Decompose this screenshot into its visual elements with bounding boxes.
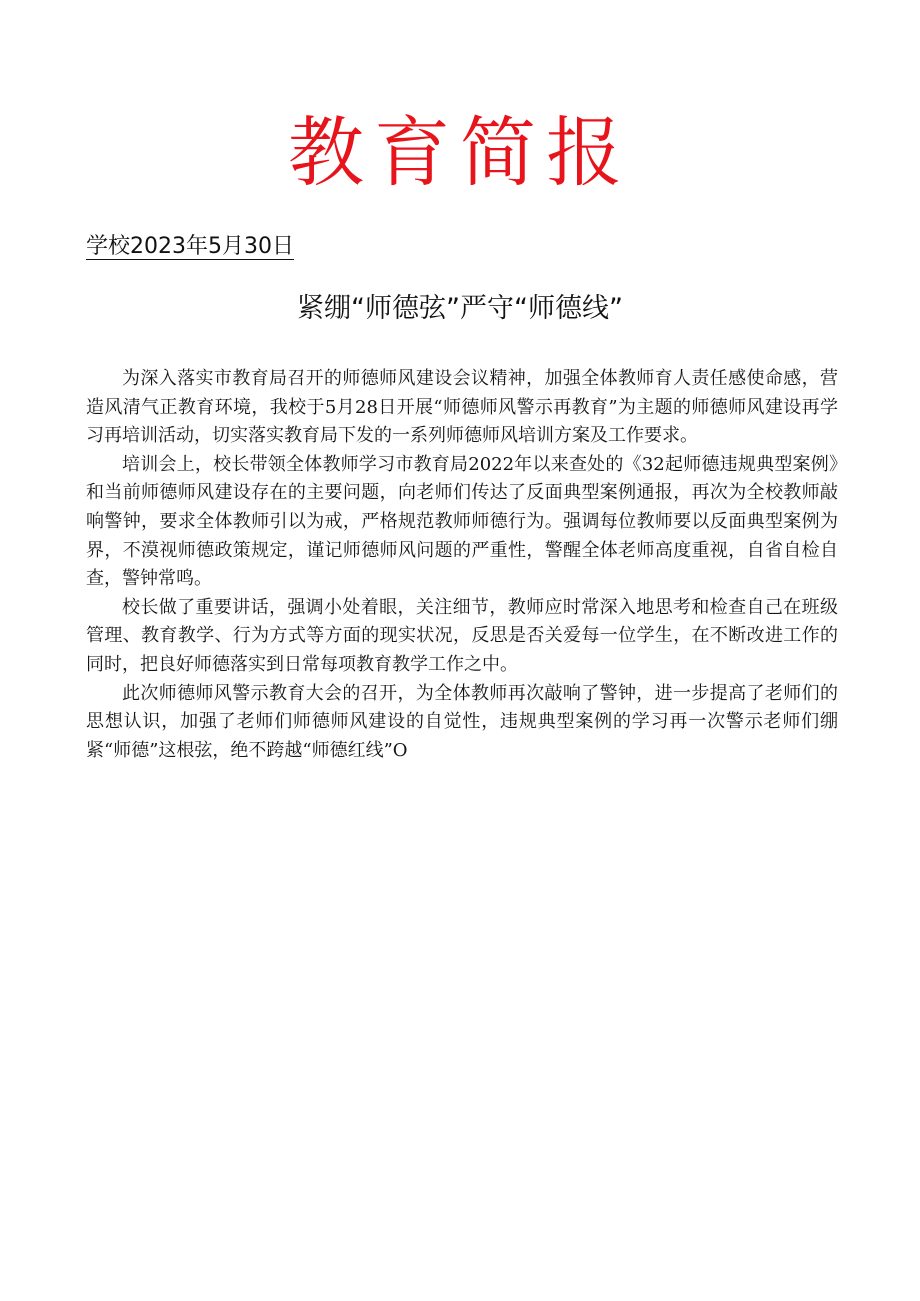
paragraph-3: 校长做了重要讲话，强调小处着眼，关注细节，教师应时常深入地思考和检查自己在班级管理、教育教学、行为方式等方面的现实状况，反思是否关爱每一位学生，在不断改进工作的同时，把良好师德落实到日常每项教育教学工作之中。 <box>86 596 838 675</box>
paragraph-2: 培训会上，校长带领全体教师学习市教育局2022年以来查处的《32起师德违规典型案例》和当前师德师风建设存在的主要问题，向老师们传达了反面典型案例通报，再次为全校教师敲响警钟，要求全体教师引以为戒，严格规范教师师德行为。强调每位教师要以反面典型案例为界，不漠视师德政策规定，谨记师德师风问题的严重性，警醒全体老师高度重视，自省自检自查，警钟常鸣。 <box>86 453 838 590</box>
article-headline: 紧绷“师德弦”严守“师德线” <box>297 293 623 324</box>
paragraph-1: 为深入落实市教育局召开的师德师风建设会议精神，加强全体教师育人责任感使命感，营造风清气正教育环境，我校于5月28日开展“师德师风警示再教育”为主题的师德师风建设再学习再培训活动，切实落实教育局下发的一系列师德师风培训方案及工作要求。 <box>86 368 838 447</box>
article-body <box>86 365 838 765</box>
dateline: 学校2023年5月30日 <box>86 234 294 259</box>
masthead-title: 教育简报 <box>288 108 632 197</box>
paragraph-4: 此次师德师风警示教育大会的召开，为全体教师再次敲响了警钟，进一步提高了老师们的思想认识，加强了老师们师德师风建设的自觉性，违规典型案例的学习再一次警示老师们绷紧“师德”这根弦，绝不跨越“师德红线”O <box>86 682 838 761</box>
